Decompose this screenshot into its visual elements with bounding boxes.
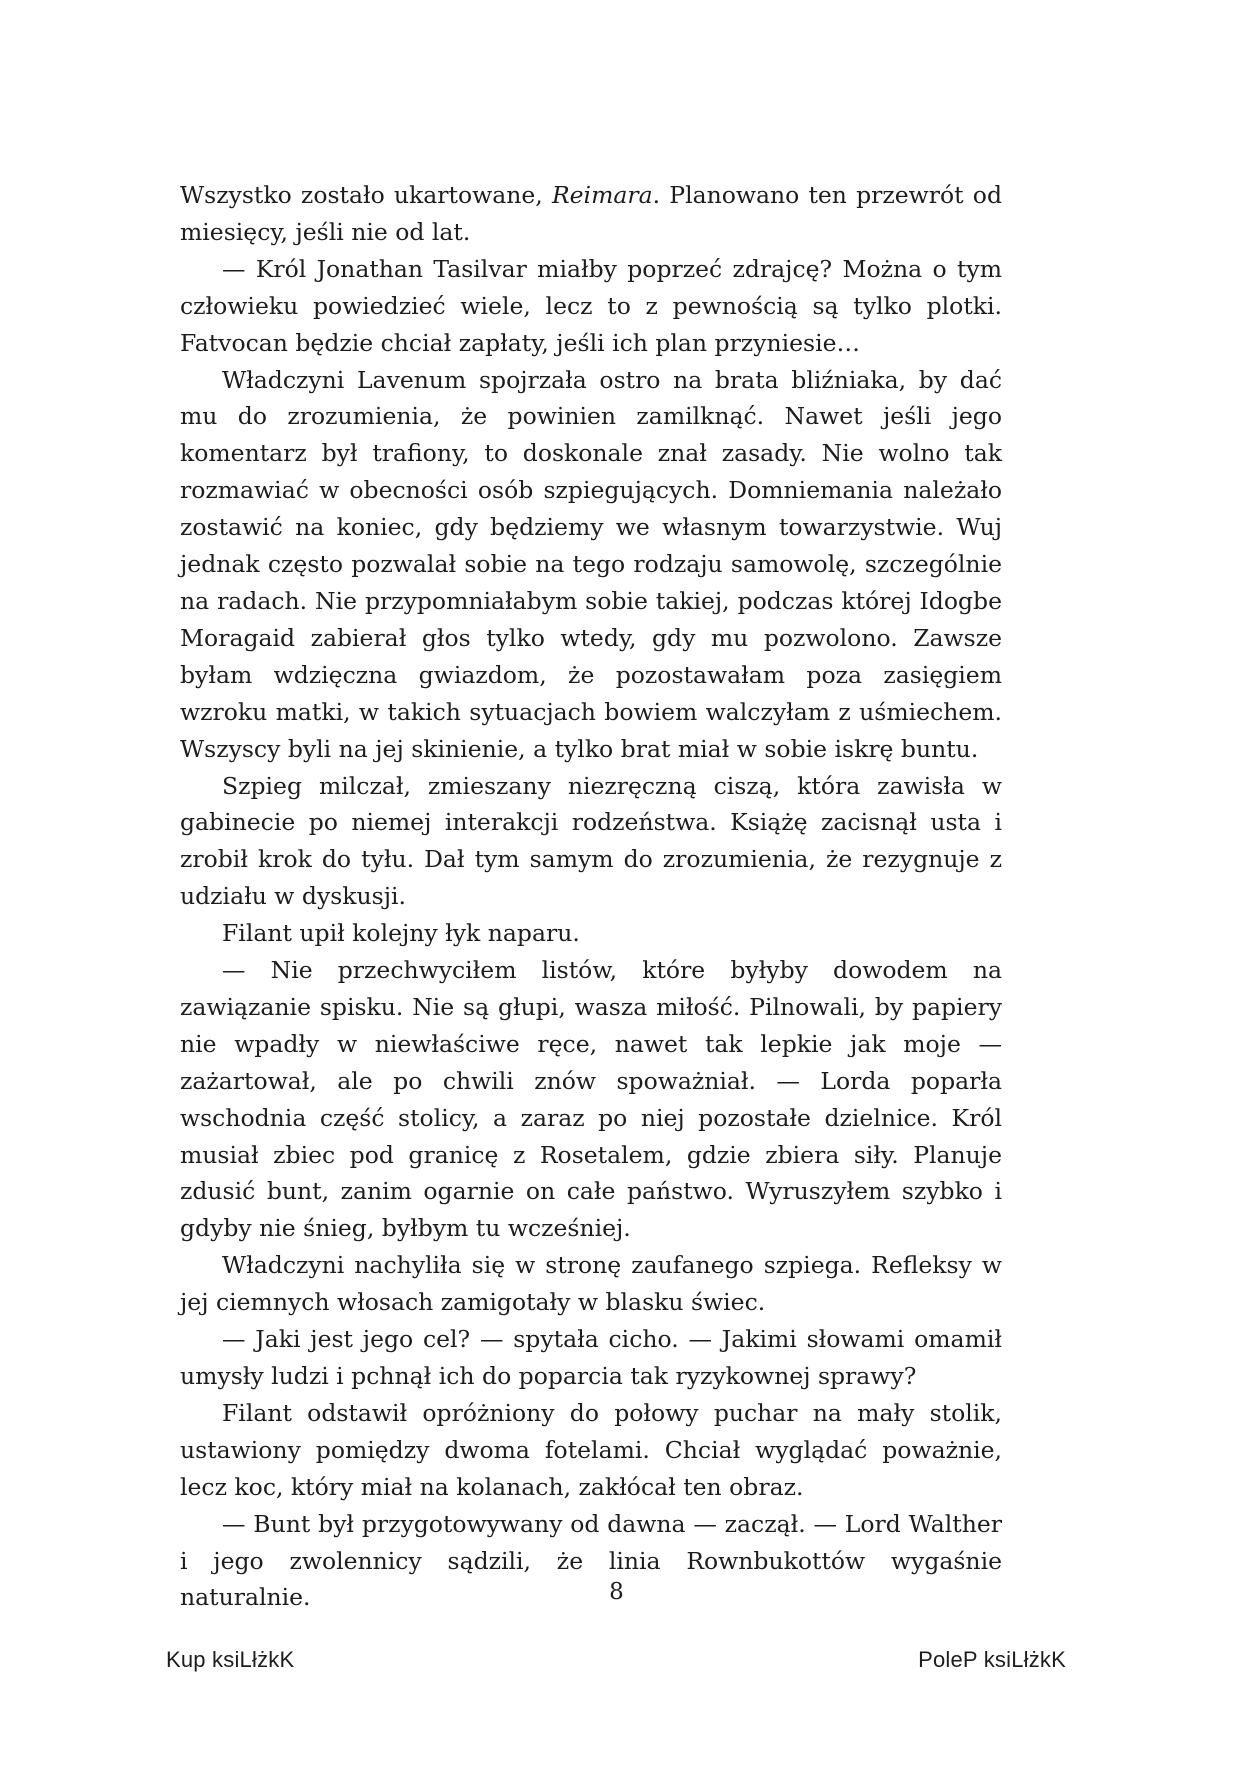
paragraph-5: Filant upił kolejny łyk naparu. — [222, 919, 580, 948]
paragraph-3: Władczyni Lavenum spojrzała ostro na brata bliźniaka, by dać mu do zrozumienia, że powinien zamilknąć. Nawet jeśli jego komentarz był trafiony, to doskonale znał zasady. Nie wolno tak rozmawiać w obecności osób szpiegujących. Domniemania należało zostawić na koniec, gdy będziemy we własnym towarzystwie. Wuj jednak często pozwalał sobie na tego rodzaju samowolę, szczególnie na radach. Nie przypomniałabym sobie takiej, podczas której Idogbe Moragaid zabierał głos tylko wtedy, gdy mu pozwolono. Zawsze byłam wdzięczna gwiazdom, że pozostawałam poza zasięgiem wzroku matki, w takich sytuacjach bowiem walczyłam z uśmiechem. Wszyscy byli na jej skinienie, a tylko brat miał w sobie iskrę buntu. — [180, 365, 1002, 763]
paragraph-9: Filant odstawił opróżniony do połowy puchar na mały stolik, ustawiony pomiędzy dwoma fotelami. Chciał wyglądać poważnie, lecz koc, który miał na kolanach, zakłócał ten obraz. — [180, 1398, 1002, 1501]
paragraph-7: Władczyni nachyliła się w stronę zaufanego szpiega. Refleksy w jej ciemnych włosach zamigotały w blasku świec. — [180, 1251, 1002, 1317]
paragraph-6: — Nie przechwyciłem listów, które byłyby dowodem na zawiązanie spisku. Nie są głupi, wasza miłość. Pilnowali, by papiery nie wpadły w niewłaściwe ręce, nawet tak lepkie jak moje — zażartował, ale po chwili znów spoważniał. — Lorda poparła wschodnia część stolicy, a zaraz po niej pozostałe dzielnice. Król musiał zbiec pod granicę z Rosetalem, gdzie zbiera siły. Planuje zdusić bunt, zanim ogarnie on całe państwo. Wyruszyłem szybko i gdyby nie śnieg, byłbym tu wcześniej. — [180, 956, 1002, 1243]
paragraph-2: — Król Jonathan Tasilvar miałby poprzeć zdrajcę? Można o tym człowieku powiedzieć wiele, lecz to z pewnością są tylko plotki. Fatvocan będzie chciał zapłaty, jeśli ich plan przyniesie… — [180, 254, 1002, 357]
footer-recommend-link[interactable]: PoleP ksiLłżkK — [918, 1647, 1066, 1672]
footer-buy-link[interactable]: Kup ksiLłżkK — [166, 1647, 295, 1672]
paragraph-8: — Jaki jest jego cel? — spytała cicho. — Jakimi słowami omamił umysły ludzi i pchnął ich do poparcia tak ryzykownej sprawy? — [180, 1325, 1002, 1390]
body-text — [180, 177, 1002, 1616]
paragraph-10: — Bunt był przygotowywany od dawna — zaczął. — Lord Walther i jego zwolennicy sądzili, że linia Rownbukottów wygaśnie naturalnie. — [180, 1509, 1002, 1612]
paragraph-1: Wszystko zostało ukartowane, Reimara. Planowano ten przewrót od miesięcy, jeśli nie od lat. — [180, 181, 1002, 246]
page-number: 8 — [609, 1579, 624, 1605]
paragraph-4: Szpieg milczał, zmieszany niezręczną ciszą, która zawisła w gabinecie po niemej interakcji rodzeństwa. Książę zacisnął usta i zrobił krok do tyłu. Dał tym samym do zrozumienia, że rezygnuje z udziału w dyskusji. — [180, 771, 1002, 911]
italic-name: Reimara — [551, 181, 653, 209]
